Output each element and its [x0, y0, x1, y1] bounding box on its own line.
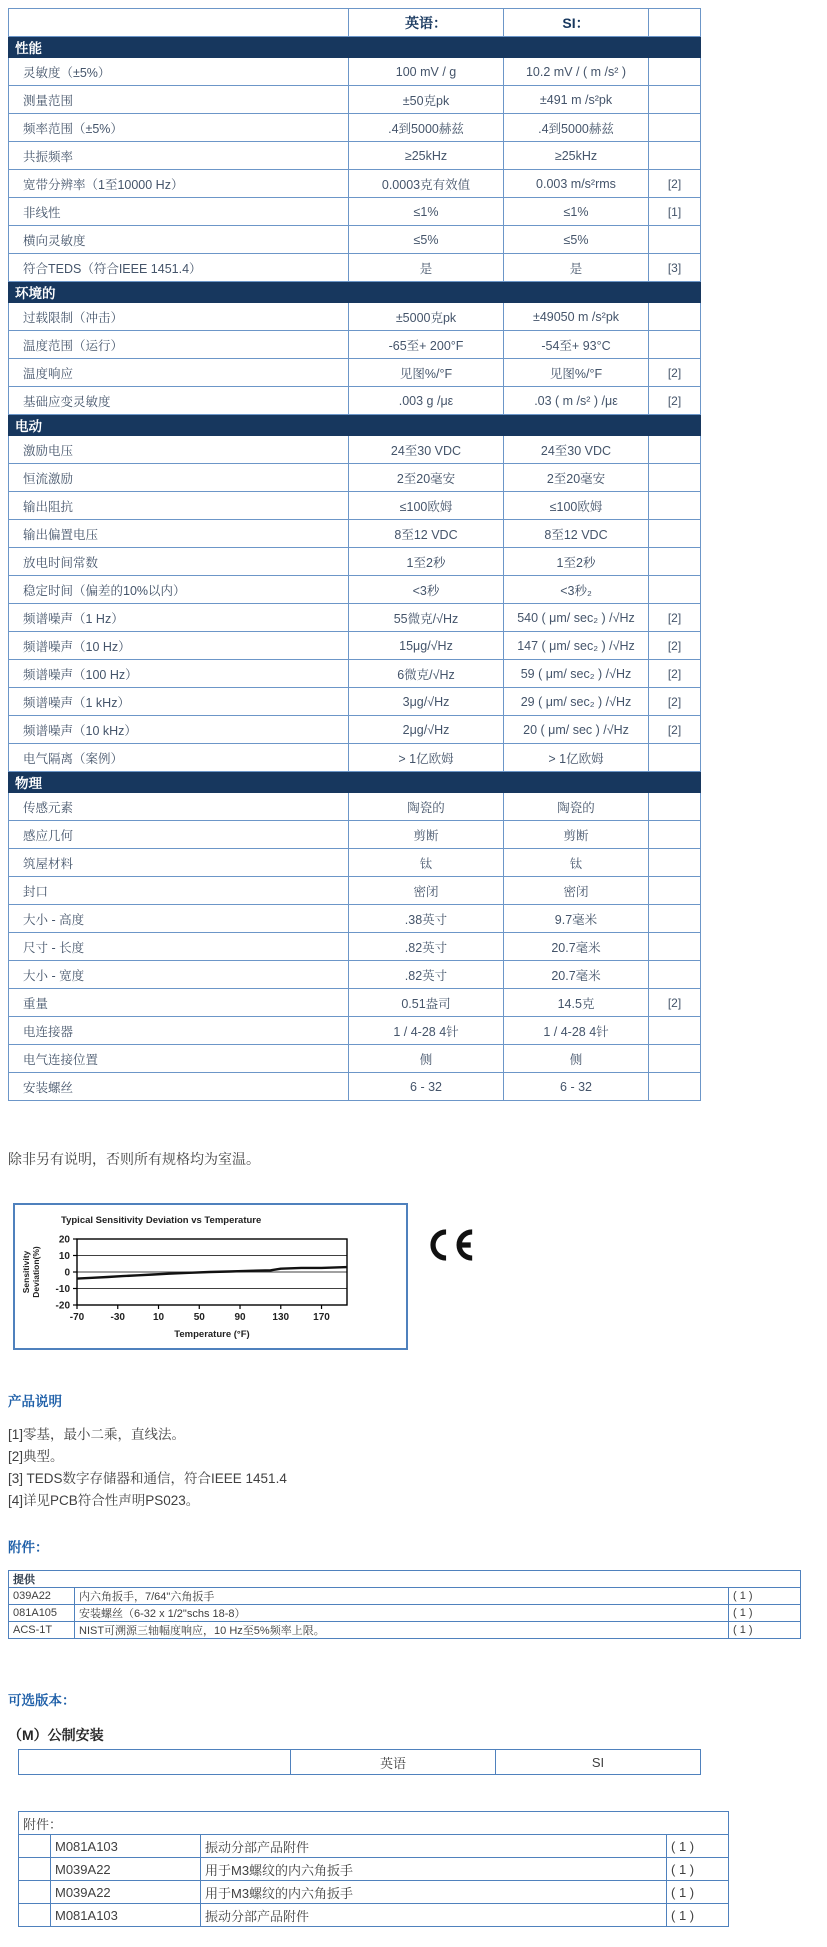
spec-note-ref: [649, 58, 701, 86]
spec-row: [9, 142, 701, 170]
spec-header-blank: [9, 9, 349, 37]
spec-note-ref: [649, 520, 701, 548]
metric-accessory-qty: ( 1 ): [667, 1904, 729, 1927]
accessory-qty: ( 1 ): [729, 1622, 801, 1639]
spec-value-english: 15μg/√Hz: [349, 632, 504, 660]
metric-accessory-model: M039A22: [51, 1881, 201, 1904]
spec-row: [9, 492, 701, 520]
spec-label: 输出阻抗: [9, 492, 349, 520]
spec-label: 频谱噪声（1 Hz）: [9, 604, 349, 632]
spec-value-si: 0.003 m/s²rms: [504, 170, 649, 198]
metric-accessory-blank: [19, 1881, 51, 1904]
x-tick-label: 130: [272, 1312, 290, 1323]
metric-accessory-blank: [19, 1835, 51, 1858]
spec-value-english: ±5000克pk: [349, 303, 504, 331]
spec-row: [9, 632, 701, 660]
y-tick-label: -20: [55, 1300, 70, 1312]
metric-mount-heading: （M）公制安装: [8, 1727, 104, 1743]
accessory-model: ACS-1T: [9, 1622, 75, 1639]
spec-row: [9, 604, 701, 632]
spec-note-ref: [2]: [649, 989, 701, 1017]
spec-note-ref: [649, 877, 701, 905]
spec-note-ref: [649, 331, 701, 359]
spec-value-si: ≤5%: [504, 226, 649, 254]
spec-label: 共振频率: [9, 142, 349, 170]
metric-accessories-table: [18, 1811, 729, 1927]
spec-note-ref: [1]: [649, 198, 701, 226]
spec-value-si: 10.2 mV / ( m /s² ): [504, 58, 649, 86]
spec-value-si: > 1亿欧姆: [504, 744, 649, 772]
metric-accessory-qty: ( 1 ): [667, 1881, 729, 1904]
spec-row: [9, 359, 701, 387]
product-notes-title: 产品说明: [8, 1394, 62, 1409]
spec-value-si: -54至+ 93°C: [504, 331, 649, 359]
spec-value-si: 钛: [504, 849, 649, 877]
spec-note-ref: [2]: [649, 604, 701, 632]
spec-value-si: 24至30 VDC: [504, 436, 649, 464]
supplied-header-row: [9, 1571, 801, 1588]
spec-row: [9, 464, 701, 492]
spec-value-si: 陶瓷的: [504, 793, 649, 821]
spec-row: [9, 688, 701, 716]
y-axis-label-line2: Deviation(%): [31, 1246, 41, 1298]
metric-accessory-model: M039A22: [51, 1858, 201, 1881]
spec-note-ref: [649, 464, 701, 492]
spec-value-english: 0.0003克有效值: [349, 170, 504, 198]
spec-row: [9, 520, 701, 548]
x-axis-label: Temperature (°F): [174, 1329, 250, 1340]
spec-value-si: ±49050 m /s²pk: [504, 303, 649, 331]
spec-row: [9, 821, 701, 849]
metric-accessory-model: M081A103: [51, 1904, 201, 1927]
spec-label: 频率范围（±5%）: [9, 114, 349, 142]
spec-label: 基础应变灵敏度: [9, 387, 349, 415]
spec-value-si: <3秒₂: [504, 576, 649, 604]
spec-label: 宽带分辨率（1至10000 Hz）: [9, 170, 349, 198]
product-note-line: [2]典型。: [8, 1449, 64, 1464]
spec-row: [9, 226, 701, 254]
spec-value-si: 密闭: [504, 877, 649, 905]
spec-note-ref: [649, 114, 701, 142]
spec-row: [9, 387, 701, 415]
spec-note-ref: [649, 744, 701, 772]
metric-accessory-description: 振动分部产品附件: [201, 1835, 667, 1858]
spec-value-english: 55微克/√Hz: [349, 604, 504, 632]
spec-value-si: 6 - 32: [504, 1073, 649, 1101]
spec-row: [9, 331, 701, 359]
spec-label: 稳定时间（偏差的10%以内）: [9, 576, 349, 604]
spec-row: [9, 660, 701, 688]
spec-value-english: 密闭: [349, 877, 504, 905]
spec-header-english: 英语：: [349, 9, 504, 37]
y-tick-label: 20: [58, 1234, 70, 1246]
spec-label: 大小 - 高度: [9, 905, 349, 933]
metric-accessory-description: 振动分部产品附件: [201, 1904, 667, 1927]
spec-row: [9, 744, 701, 772]
y-tick-label: -10: [55, 1284, 70, 1295]
spec-value-si: ≥25kHz: [504, 142, 649, 170]
spec-value-english: .38英寸: [349, 905, 504, 933]
spec-row: [9, 436, 701, 464]
spec-row: [9, 905, 701, 933]
metric-accessory-blank: [19, 1904, 51, 1927]
spec-value-si: .4到5000赫兹: [504, 114, 649, 142]
accessory-model: 039A22: [9, 1588, 75, 1605]
sensitivity-deviation-line: [77, 1267, 347, 1279]
spec-note-ref: [2]: [649, 359, 701, 387]
supplied-label: 提供: [9, 1571, 801, 1588]
metric-accessory-row: [19, 1881, 729, 1904]
spec-value-si: 侧: [504, 1045, 649, 1073]
spec-header-si: SI：: [504, 9, 649, 37]
spec-row: [9, 198, 701, 226]
accessory-description: 安装螺丝（6-32 x 1/2"schs 18-8）: [75, 1605, 729, 1622]
section-bar: [9, 772, 701, 793]
spec-value-si: 1至2秒: [504, 548, 649, 576]
spec-note-ref: [649, 303, 701, 331]
metric-accessory-model: M081A103: [51, 1835, 201, 1858]
spec-row: [9, 961, 701, 989]
metric-accessory-qty: ( 1 ): [667, 1835, 729, 1858]
spec-label: 安装螺丝: [9, 1073, 349, 1101]
spec-header-row: [9, 9, 701, 37]
section-title: 电动: [9, 415, 701, 436]
metric-accessories-header-row: [19, 1812, 729, 1835]
spec-value-english: 0.51盎司: [349, 989, 504, 1017]
spec-row: [9, 254, 701, 282]
spec-note-ref: [649, 933, 701, 961]
metric-accessory-description: 用于M3螺纹的内六角扳手: [201, 1858, 667, 1881]
spec-row: [9, 1017, 701, 1045]
section-title: 性能: [9, 37, 701, 58]
spec-value-english: .82英寸: [349, 933, 504, 961]
spec-row: [9, 303, 701, 331]
spec-value-english: 2μg/√Hz: [349, 716, 504, 744]
section-bar: [9, 415, 701, 436]
spec-label: 温度范围（运行）: [9, 331, 349, 359]
spec-row: [9, 548, 701, 576]
x-tick-label: 10: [152, 1312, 165, 1323]
spec-note-ref: [649, 1073, 701, 1101]
metric-accessory-blank: [19, 1858, 51, 1881]
spec-label: 频谱噪声（10 Hz）: [9, 632, 349, 660]
spec-value-si: 2至20毫安: [504, 464, 649, 492]
spec-header-notes: [649, 9, 701, 37]
metric-accessory-qty: ( 1 ): [667, 1858, 729, 1881]
metric-accessory-row: [19, 1904, 729, 1927]
spec-value-si: ≤1%: [504, 198, 649, 226]
spec-row: [9, 170, 701, 198]
spec-value-si: 29 ( μm/ sec₂ ) /√Hz: [504, 688, 649, 716]
spec-value-english: <3秒: [349, 576, 504, 604]
spec-note-ref: [2]: [649, 660, 701, 688]
metric-accessory-description: 用于M3螺纹的内六角扳手: [201, 1881, 667, 1904]
metric-accessory-row: [19, 1835, 729, 1858]
spec-note-ref: [2]: [649, 387, 701, 415]
spec-label: 温度响应: [9, 359, 349, 387]
y-axis-label-line1: Sensitivity: [21, 1250, 31, 1294]
spec-value-english: 2至20毫安: [349, 464, 504, 492]
ce-mark-icon: [422, 1223, 480, 1267]
sensitivity-deviation-chart: [13, 1203, 408, 1350]
spec-label: 封口: [9, 877, 349, 905]
accessory-qty: ( 1 ): [729, 1605, 801, 1622]
spec-value-si: 9.7毫米: [504, 905, 649, 933]
spec-value-english: 100 mV / g: [349, 58, 504, 86]
spec-value-english: 8至12 VDC: [349, 520, 504, 548]
accessory-description: 内六角扳手，7/64"六角扳手: [75, 1588, 729, 1605]
spec-value-si: ±491 m /s²pk: [504, 86, 649, 114]
spec-note-ref: [2]: [649, 632, 701, 660]
spec-row: [9, 933, 701, 961]
spec-value-si: 14.5克: [504, 989, 649, 1017]
metric-si-cell: SI: [496, 1750, 701, 1775]
spec-label: 频谱噪声（100 Hz）: [9, 660, 349, 688]
y-tick-label: 10: [58, 1251, 70, 1262]
spec-label: 过载限制（冲击）: [9, 303, 349, 331]
spec-label: 重量: [9, 989, 349, 1017]
spec-value-english: .003 g /με: [349, 387, 504, 415]
section-title: 物理: [9, 772, 701, 793]
spec-label: 大小 - 宽度: [9, 961, 349, 989]
spec-row: [9, 576, 701, 604]
spec-note-ref: [649, 226, 701, 254]
spec-value-si: 8至12 VDC: [504, 520, 649, 548]
spec-value-si: 147 ( μm/ sec₂ ) /√Hz: [504, 632, 649, 660]
spec-label: 筑屋材料: [9, 849, 349, 877]
spec-row: [9, 114, 701, 142]
spec-note-ref: [2]: [649, 688, 701, 716]
spec-row: [9, 793, 701, 821]
spec-value-english: ≤1%: [349, 198, 504, 226]
spec-label: 电气连接位置: [9, 1045, 349, 1073]
spec-value-si: .03 ( m /s² ) /με: [504, 387, 649, 415]
x-tick-label: -70: [69, 1312, 85, 1323]
spec-note-ref: [649, 849, 701, 877]
spec-value-english: 6微克/√Hz: [349, 660, 504, 688]
accessory-row: [9, 1622, 801, 1639]
spec-value-si: 是: [504, 254, 649, 282]
spec-value-english: ≤100欧姆: [349, 492, 504, 520]
spec-value-si: 20 ( μm/ sec ) /√Hz: [504, 716, 649, 744]
spec-label: 频谱噪声（1 kHz）: [9, 688, 349, 716]
spec-row: [9, 58, 701, 86]
spec-value-english: 陶瓷的: [349, 793, 504, 821]
section-title: 环境的: [9, 282, 701, 303]
x-tick-label: 50: [193, 1312, 205, 1323]
spec-note-ref: [649, 548, 701, 576]
spec-label: 频谱噪声（10 kHz）: [9, 716, 349, 744]
spec-value-si: 20.7毫米: [504, 961, 649, 989]
spec-value-si: 20.7毫米: [504, 933, 649, 961]
spec-row: [9, 1045, 701, 1073]
spec-value-english: ≤5%: [349, 226, 504, 254]
spec-value-english: ≥25kHz: [349, 142, 504, 170]
spec-row: [9, 716, 701, 744]
accessories-heading: 附件：: [8, 1540, 49, 1555]
spec-value-si: 59 ( μm/ sec₂ ) /√Hz: [504, 660, 649, 688]
spec-note-ref: [649, 492, 701, 520]
spec-note-ref: [649, 1045, 701, 1073]
spec-value-english: 剪断: [349, 821, 504, 849]
accessory-description: NIST可溯源三轴幅度响应，10 Hz至5%频率上限。: [75, 1622, 729, 1639]
chart-svg: [15, 1205, 402, 1344]
metric-accessory-row: [19, 1858, 729, 1881]
spec-note-ref: [649, 961, 701, 989]
spec-value-english: -65至+ 200°F: [349, 331, 504, 359]
product-note-line: [1]零基，最小二乘，直线法。: [8, 1427, 186, 1442]
spec-row: [9, 86, 701, 114]
spec-note-ref: [2]: [649, 170, 701, 198]
spec-value-english: 1至2秒: [349, 548, 504, 576]
spec-value-english: 钛: [349, 849, 504, 877]
spec-row: [9, 849, 701, 877]
spec-value-si: 1 / 4-28 4针: [504, 1017, 649, 1045]
optional-versions-heading: 可选版本：: [8, 1693, 76, 1708]
section-bar: [9, 37, 701, 58]
spec-label: 恒流激励: [9, 464, 349, 492]
spec-label: 放电时间常数: [9, 548, 349, 576]
spec-row: [9, 989, 701, 1017]
x-tick-label: -30: [110, 1312, 125, 1323]
spec-label: 感应几何: [9, 821, 349, 849]
spec-label: 激励电压: [9, 436, 349, 464]
accessory-qty: ( 1 ): [729, 1588, 801, 1605]
spec-label: 尺寸 - 长度: [9, 933, 349, 961]
spec-value-english: 1 / 4-28 4针: [349, 1017, 504, 1045]
spec-value-si: 剪断: [504, 821, 649, 849]
x-tick-label: 90: [234, 1312, 246, 1323]
spec-note-ref: [2]: [649, 716, 701, 744]
accessory-model: 081A105: [9, 1605, 75, 1622]
metric-columns-row: [19, 1750, 701, 1775]
spec-label: 符合TEDS（符合IEEE 1451.4）: [9, 254, 349, 282]
spec-label: 电连接器: [9, 1017, 349, 1045]
spec-value-english: 24至30 VDC: [349, 436, 504, 464]
spec-note-ref: [649, 905, 701, 933]
spec-value-english: 侧: [349, 1045, 504, 1073]
spec-label: 横向灵敏度: [9, 226, 349, 254]
spec-note-ref: [649, 576, 701, 604]
supplied-accessories-table: [8, 1570, 801, 1639]
spec-label: 输出偏置电压: [9, 520, 349, 548]
spec-note-ref: [649, 436, 701, 464]
metric-columns-table: [18, 1749, 701, 1775]
spec-note-ref: [649, 821, 701, 849]
metric-accessories-heading: 附件：: [19, 1812, 729, 1835]
spec-row: [9, 877, 701, 905]
figure-row: [13, 1203, 827, 1350]
accessory-row: [9, 1588, 801, 1605]
spec-value-english: 6 - 32: [349, 1073, 504, 1101]
spec-value-english: 3μg/√Hz: [349, 688, 504, 716]
spec-value-english: > 1亿欧姆: [349, 744, 504, 772]
spec-label: 非线性: [9, 198, 349, 226]
spec-value-english: 是: [349, 254, 504, 282]
spec-note-ref: [649, 142, 701, 170]
chart-title: Typical Sensitivity Deviation vs Temperature: [61, 1215, 262, 1226]
spec-note-ref: [649, 793, 701, 821]
spec-note-ref: [649, 1017, 701, 1045]
spec-label: 传感元素: [9, 793, 349, 821]
spec-note-ref: [649, 86, 701, 114]
spec-value-english: ±50克pk: [349, 86, 504, 114]
spec-value-english: 见图%/°F: [349, 359, 504, 387]
room-temperature-note: 除非另有说明，否则所有规格均为室温。: [8, 1151, 260, 1167]
spec-value-si: 540 ( μm/ sec₂ ) /√Hz: [504, 604, 649, 632]
section-bar: [9, 282, 701, 303]
product-note-line: [3] TEDS数字存储器和通信，符合IEEE 1451.4: [8, 1471, 287, 1486]
accessory-row: [9, 1605, 801, 1622]
spec-value-english: .4到5000赫兹: [349, 114, 504, 142]
spec-label: 测量范围: [9, 86, 349, 114]
spec-value-si: ≤100欧姆: [504, 492, 649, 520]
metric-english-cell: 英语: [291, 1750, 496, 1775]
metric-blank-cell: [19, 1750, 291, 1775]
spec-label: 灵敏度（±5%）: [9, 58, 349, 86]
spec-value-si: 见图%/°F: [504, 359, 649, 387]
spec-table: [8, 8, 701, 1101]
spec-value-english: .82英寸: [349, 961, 504, 989]
y-tick-label: 0: [64, 1267, 70, 1279]
spec-row: [9, 1073, 701, 1101]
spec-label: 电气隔离（案例）: [9, 744, 349, 772]
product-note-line: [4]详见PCB符合性声明PS023。: [8, 1493, 200, 1508]
product-notes: [8, 1424, 827, 1512]
x-tick-label: 170: [313, 1312, 330, 1323]
spec-note-ref: [3]: [649, 254, 701, 282]
